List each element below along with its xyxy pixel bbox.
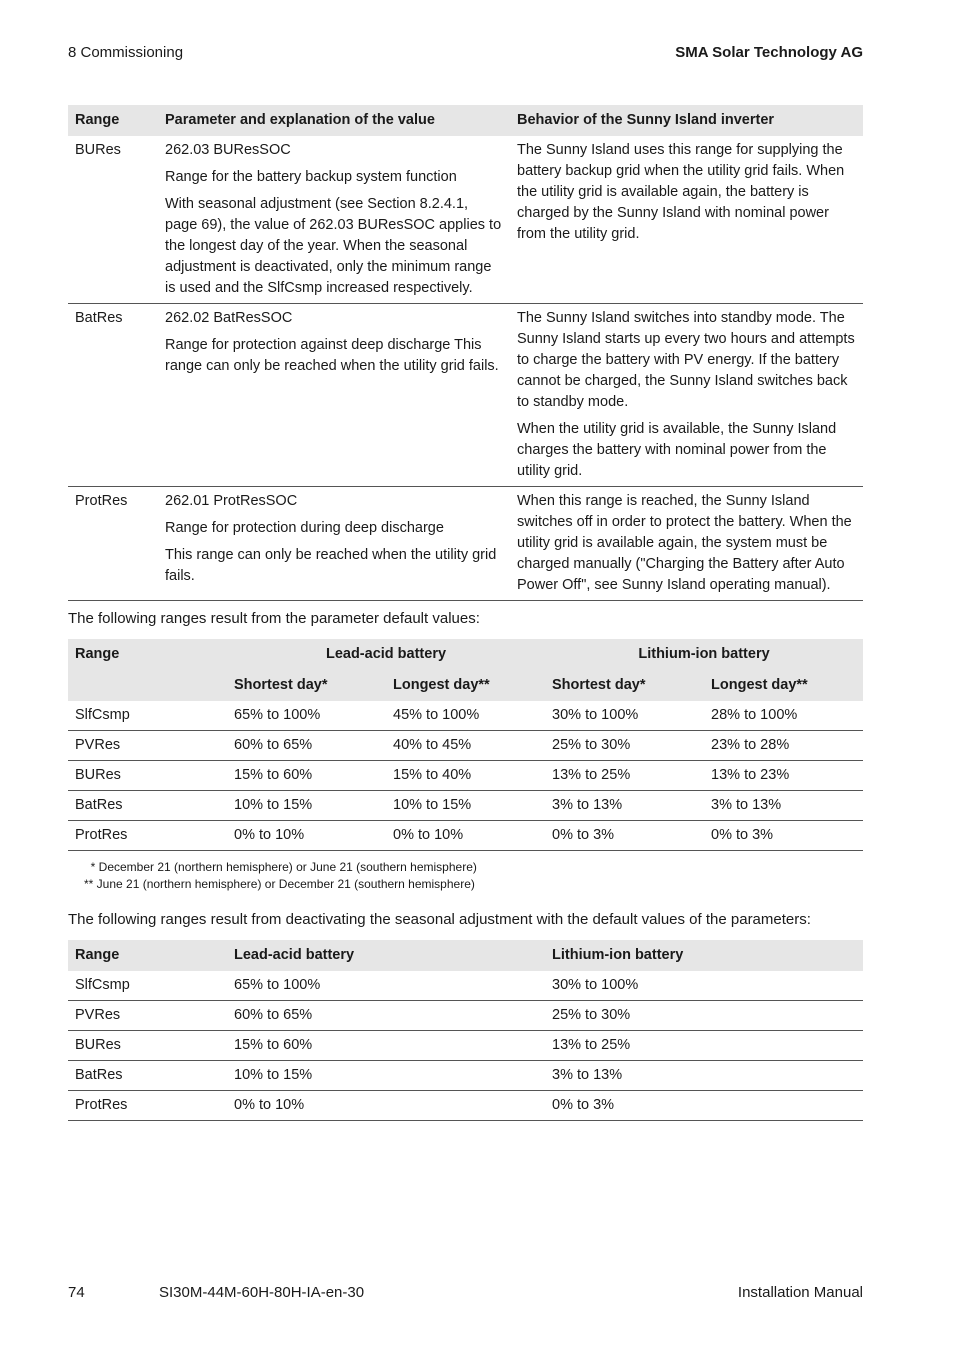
parameter-text: Range for protection during deep discharge <box>165 520 444 536</box>
value-cell: 23% to 28% <box>704 731 863 761</box>
manual-title: Installation Manual <box>737 1284 863 1301</box>
table-row <box>68 821 863 851</box>
value-cell: 0% to 3% <box>704 821 863 851</box>
column-header: Parameter and explanation of the value <box>158 105 510 136</box>
parameter-text: This range can only be reached when the utility grid fails. <box>165 547 497 584</box>
range-cell: ProtRes <box>68 487 158 601</box>
column-header: Lead-acid battery <box>227 940 545 971</box>
behavior-text: The Sunny Island switches into standby mode. The Sunny Island starts up every two hours and attempts to charge the battery with PV energy. If the battery cannot be charged, the Sunny Island switches back to standby mode. <box>517 310 855 410</box>
range-cell: PVRes <box>68 1001 227 1031</box>
value-cell: 10% to 15% <box>227 791 386 821</box>
range-cell: BatRes <box>68 791 227 821</box>
behavior-cell <box>510 304 863 487</box>
group-header-lead-acid: Lead-acid battery <box>227 639 545 670</box>
range-cell: BURes <box>68 136 158 304</box>
value-cell: 25% to 30% <box>545 1001 863 1031</box>
column-header: Shortest day* <box>227 670 386 701</box>
value-cell: 15% to 60% <box>227 761 386 791</box>
value-cell: 45% to 100% <box>386 701 545 731</box>
range-cell: SlfCsmp <box>68 971 227 1001</box>
behavior-text: When the utility grid is available, the Sunny Island charges the battery with nominal power from the utility grid. <box>517 421 837 479</box>
value-cell: 10% to 15% <box>227 1061 545 1091</box>
deactivated-ranges-table <box>68 940 863 1121</box>
value-cell: 13% to 23% <box>704 761 863 791</box>
behavior-text: The Sunny Island uses this range for supplying the battery backup grid when the utility grid fails. When the utility grid is available again, the battery is charged by the Sunny Island with nominal power from the utility grid. <box>517 142 845 242</box>
chapter-heading: 8 Commissioning <box>68 44 184 61</box>
table-row <box>68 136 863 304</box>
page-number: 74 <box>68 1284 85 1301</box>
parameter-text: With seasonal adjustment (see Section 8.2.4.1, page 69), the value of 262.03 BUResSOC applies to the longest day of the year. When the seasonal adjustment is deactivated, only the minimum range is used and the SlfCsmp increased respectively. <box>165 196 502 296</box>
table-row <box>68 487 863 601</box>
value-cell: 0% to 10% <box>386 821 545 851</box>
column-header: Longest day** <box>386 670 545 701</box>
parameter-name: 262.01 ProtResSOC <box>165 493 298 509</box>
parameter-cell <box>158 304 510 487</box>
table-header-row <box>68 639 863 670</box>
column-header: Longest day** <box>704 670 863 701</box>
group-header-lithium-ion: Lithium-ion battery <box>545 639 863 670</box>
column-header: Shortest day* <box>545 670 704 701</box>
value-cell: 65% to 100% <box>227 971 545 1001</box>
company-name: SMA Solar Technology AG <box>675 44 863 61</box>
value-cell: 30% to 100% <box>545 701 704 731</box>
table-row <box>68 971 863 1001</box>
value-cell: 0% to 3% <box>545 821 704 851</box>
value-cell: 3% to 13% <box>545 1061 863 1091</box>
value-cell: 60% to 65% <box>227 731 386 761</box>
footnote-longest-day: ** June 21 (northern hemisphere) or December 21 (southern hemisphere) <box>84 877 475 891</box>
value-cell: 0% to 10% <box>227 1091 545 1121</box>
value-cell: 3% to 13% <box>545 791 704 821</box>
table-row <box>68 731 863 761</box>
table-header-row <box>68 940 863 971</box>
value-cell: 30% to 100% <box>545 971 863 1001</box>
parameter-text: Range for protection against deep discharge This range can only be reached when the utility grid fails. <box>165 337 499 374</box>
column-header: Range <box>68 940 227 971</box>
value-cell: 28% to 100% <box>704 701 863 731</box>
parameter-text: Range for the battery backup system function <box>165 169 457 185</box>
value-cell: 13% to 25% <box>545 761 704 791</box>
range-cell: PVRes <box>68 731 227 761</box>
value-cell: 40% to 45% <box>386 731 545 761</box>
parameter-cell <box>158 136 510 304</box>
value-cell: 0% to 10% <box>227 821 386 851</box>
table-row <box>68 304 863 487</box>
range-cell: SlfCsmp <box>68 701 227 731</box>
behavior-text: When this range is reached, the Sunny Island switches off in order to protect the battery. When the utility grid is available again, the system must be charged manually ("Charging the Battery after Auto Power Off", see Sunny Island operating manual). <box>517 493 852 593</box>
range-cell: BatRes <box>68 1061 227 1091</box>
table-row <box>68 1091 863 1121</box>
behavior-cell <box>510 136 863 304</box>
value-cell: 15% to 60% <box>227 1031 545 1061</box>
intro-deactivated-adjustment: The following ranges result from deactivating the seasonal adjustment with the default values of the parameters: <box>68 911 811 928</box>
range-cell: BURes <box>68 1031 227 1061</box>
document-id: SI30M-44M-60H-80H-IA-en-30 <box>159 1284 365 1301</box>
parameter-name: 262.02 BatResSOC <box>165 310 293 326</box>
default-ranges-table <box>68 639 863 851</box>
value-cell: 13% to 25% <box>545 1031 863 1061</box>
parameter-cell <box>158 487 510 601</box>
table-row <box>68 701 863 731</box>
table-row <box>68 1001 863 1031</box>
intro-default-values: The following ranges result from the parameter default values: <box>68 610 480 627</box>
table-row <box>68 1061 863 1091</box>
parameter-name: 262.03 BUResSOC <box>165 142 291 158</box>
range-cell: ProtRes <box>68 821 227 851</box>
range-cell: BatRes <box>68 304 158 487</box>
table-header-row <box>68 105 863 136</box>
column-header: Range <box>68 105 158 136</box>
range-cell: BURes <box>68 761 227 791</box>
value-cell: 0% to 3% <box>545 1091 863 1121</box>
range-parameters-table <box>68 105 863 601</box>
table-row <box>68 791 863 821</box>
value-cell: 10% to 15% <box>386 791 545 821</box>
column-header: Range <box>68 639 227 701</box>
value-cell: 15% to 40% <box>386 761 545 791</box>
footnote-shortest-day: * December 21 (northern hemisphere) or June 21 (southern hemisphere) <box>84 860 477 874</box>
behavior-cell <box>510 487 863 601</box>
table-row <box>68 761 863 791</box>
table-row <box>68 1031 863 1061</box>
value-cell: 3% to 13% <box>704 791 863 821</box>
value-cell: 25% to 30% <box>545 731 704 761</box>
value-cell: 65% to 100% <box>227 701 386 731</box>
range-cell: ProtRes <box>68 1091 227 1121</box>
column-header: Lithium-ion battery <box>545 940 863 971</box>
column-header: Behavior of the Sunny Island inverter <box>510 105 863 136</box>
value-cell: 60% to 65% <box>227 1001 545 1031</box>
